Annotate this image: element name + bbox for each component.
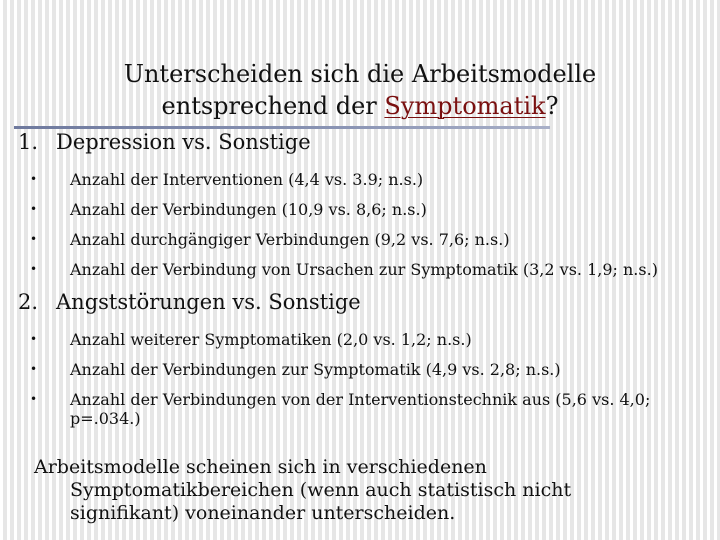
bullet-marker: • xyxy=(30,332,38,346)
section-2-title: Angststörungen vs. Sonstige xyxy=(56,290,361,314)
section-2-number: 2. xyxy=(18,290,39,314)
bullet-item xyxy=(30,200,716,219)
bullet-text: Anzahl der Verbindungen von der Interventionstechnik aus (5,6 vs. 4,0; p=.034.) xyxy=(70,390,651,428)
bullet-text: Anzahl der Verbindung von Ursachen zur Symptomatik (3,2 vs. 1,9; n.s.) xyxy=(70,260,658,279)
bullet-item xyxy=(30,360,716,379)
conclusion-text: Arbeitsmodelle scheinen sich in verschiedenen Symptomatikbereichen (wenn auch statistisch nicht signifikant) voneinander unterscheiden. xyxy=(34,456,572,524)
bullet-text: Anzahl der Interventionen (4,4 vs. 3.9; n.s.) xyxy=(70,170,424,189)
section-2-heading xyxy=(18,290,361,314)
title-suffix: ? xyxy=(545,92,559,120)
bullet-marker: • xyxy=(30,362,38,376)
bullet-item xyxy=(30,230,716,249)
bullet-text: Anzahl durchgängiger Verbindungen (9,2 vs. 7,6; n.s.) xyxy=(70,230,510,249)
section-1-title: Depression vs. Sonstige xyxy=(56,130,311,154)
section-1-heading xyxy=(18,130,311,154)
bullet-text: Anzahl der Verbindungen (10,9 vs. 8,6; n.s.) xyxy=(70,200,427,219)
bullet-text: Anzahl weiterer Symptomatiken (2,0 vs. 1,2; n.s.) xyxy=(70,330,472,349)
bullet-item xyxy=(30,390,716,428)
title-line-1: Unterscheiden sich die Arbeitsmodelle xyxy=(123,60,597,88)
title-keyword: Symptomatik xyxy=(384,92,546,120)
section-1-number: 1. xyxy=(18,130,39,154)
title-prefix: entsprechend der xyxy=(161,92,385,120)
title-divider xyxy=(14,126,550,129)
bullet-item xyxy=(30,330,716,349)
bullet-item xyxy=(30,170,716,189)
bullet-marker: • xyxy=(30,202,38,216)
title-line-2 xyxy=(60,90,660,122)
bullet-marker: • xyxy=(30,232,38,246)
bullet-marker: • xyxy=(30,262,38,276)
slide-title xyxy=(60,58,660,122)
bullet-item xyxy=(30,260,716,279)
bullet-marker: • xyxy=(30,172,38,186)
bullet-marker: • xyxy=(30,392,38,406)
bullet-text: Anzahl der Verbindungen zur Symptomatik (4,9 vs. 2,8; n.s.) xyxy=(70,360,561,379)
